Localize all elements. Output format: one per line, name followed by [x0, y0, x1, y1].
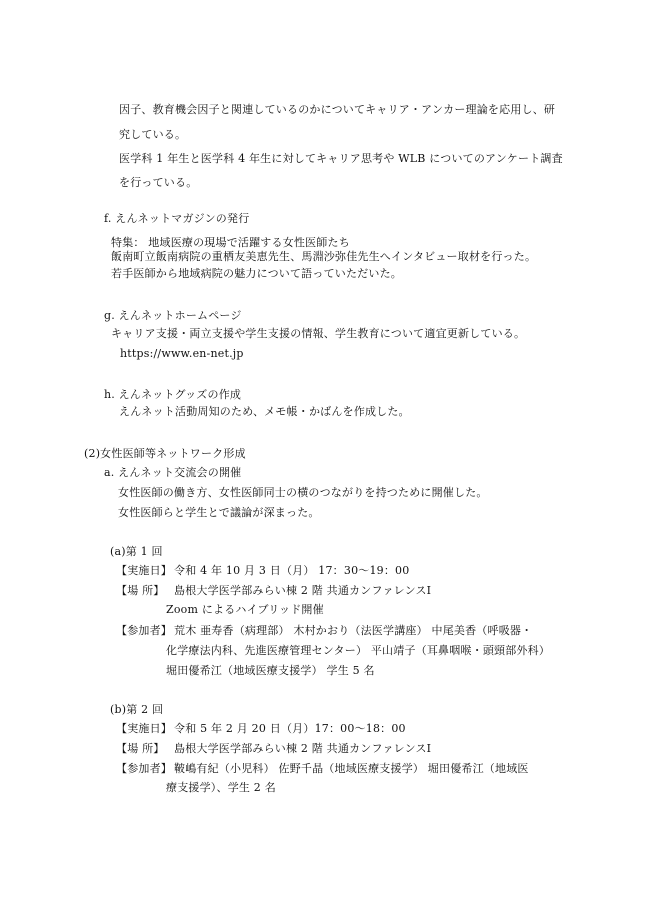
event-2-date: 令和 5 年 2 月 20 日（月）17：00〜18：00 — [174, 722, 406, 735]
section-h-heading: h. えんネットグッズの作成 — [104, 388, 242, 401]
event-2-participants-1: 鞁嶋有紀（小児科） 佐野千晶（地域医療支援学） 堀田優希江（地域医 — [174, 762, 529, 775]
event-1-place: 島根大学医学部みらい棟 2 階 共通カンファレンスⅠ — [174, 584, 432, 597]
event-1-participants-label: 【参加者】 — [116, 624, 172, 637]
event-2-participants-2: 療支援学）、学生 2 名 — [166, 781, 276, 794]
section-g-heading: g. えんネットホームページ — [104, 309, 242, 322]
event-1-participants-3: 堀田優希江（地域医療支援学） 学生 5 名 — [166, 664, 375, 677]
event-1-date-label: 【実施日】 — [116, 564, 172, 577]
section-f-heading: f. えんネットマガジンの発行 — [104, 212, 250, 225]
intro-line-3: 医学科 1 年生と医学科 4 年生に対してキャリア思考や WLB についてのアンケート調査 — [119, 152, 563, 165]
event-1-date: 令和 4 年 10 月 3 日（月） 17：30〜19：00 — [174, 564, 410, 577]
section-g-line-1: キャリア支援・両立支援や学生支援の情報、学生教育について適宜更新している。 — [111, 327, 526, 340]
section-f-line-2: 飯南町立飯南病院の重栖友美恵先生、馬淵沙弥佳先生へインタビュー取材を行った。 — [111, 250, 537, 263]
event-2-date-label: 【実施日】 — [116, 722, 172, 735]
event-2-place: 島根大学医学部みらい棟 2 階 共通カンファレンスⅠ — [174, 742, 432, 755]
section-f-line-3: 若手医師から地域病院の魅力について語っていただいた。 — [111, 267, 402, 280]
section-f-line-1: 特集： 地域医療の現場で活躍する女性医師たち — [111, 236, 350, 249]
intro-line-1: 因子、教育機会因子と関連しているのかについてキャリア・アンカー理論を応用し、研 — [119, 103, 556, 116]
event-2-title: (b)第 2 回 — [110, 703, 164, 716]
section-h-line-1: えんネット活動周知のため、メモ帳・かばんを作成した。 — [119, 405, 410, 418]
intro-line-2: 究している。 — [119, 128, 187, 141]
section-2-heading: (2)女性医師等ネットワーク形成 — [84, 447, 246, 460]
event-1-title: (a)第 1 回 — [110, 545, 163, 558]
homepage-url: https://www.en-net.jp — [120, 347, 244, 360]
section-2-line-1: 女性医師の働き方、女性医師同士の横のつながりを持つために開催した。 — [118, 486, 488, 499]
event-1-place-label: 【場 所】 — [116, 584, 165, 597]
event-1-place-2: Zoom によるハイブリッド開催 — [166, 603, 324, 616]
event-2-place-label: 【場 所】 — [116, 742, 165, 755]
section-2-sub-a: a. えんネット交流会の開催 — [104, 466, 242, 479]
event-2-participants-label: 【参加者】 — [116, 762, 172, 775]
event-1-participants-2: 化学療法内科、先進医療管理センター） 平山靖子（耳鼻咽喉・頭頸部外科） — [166, 644, 551, 657]
event-1-participants-1: 荒木 亜寿香（病理部） 木村かおり（法医学講座） 中尾美香（呼吸器・ — [174, 624, 533, 637]
section-2-line-2: 女性医師らと学生とで議論が深まった。 — [118, 506, 320, 519]
intro-line-4: を行っている。 — [119, 176, 198, 189]
